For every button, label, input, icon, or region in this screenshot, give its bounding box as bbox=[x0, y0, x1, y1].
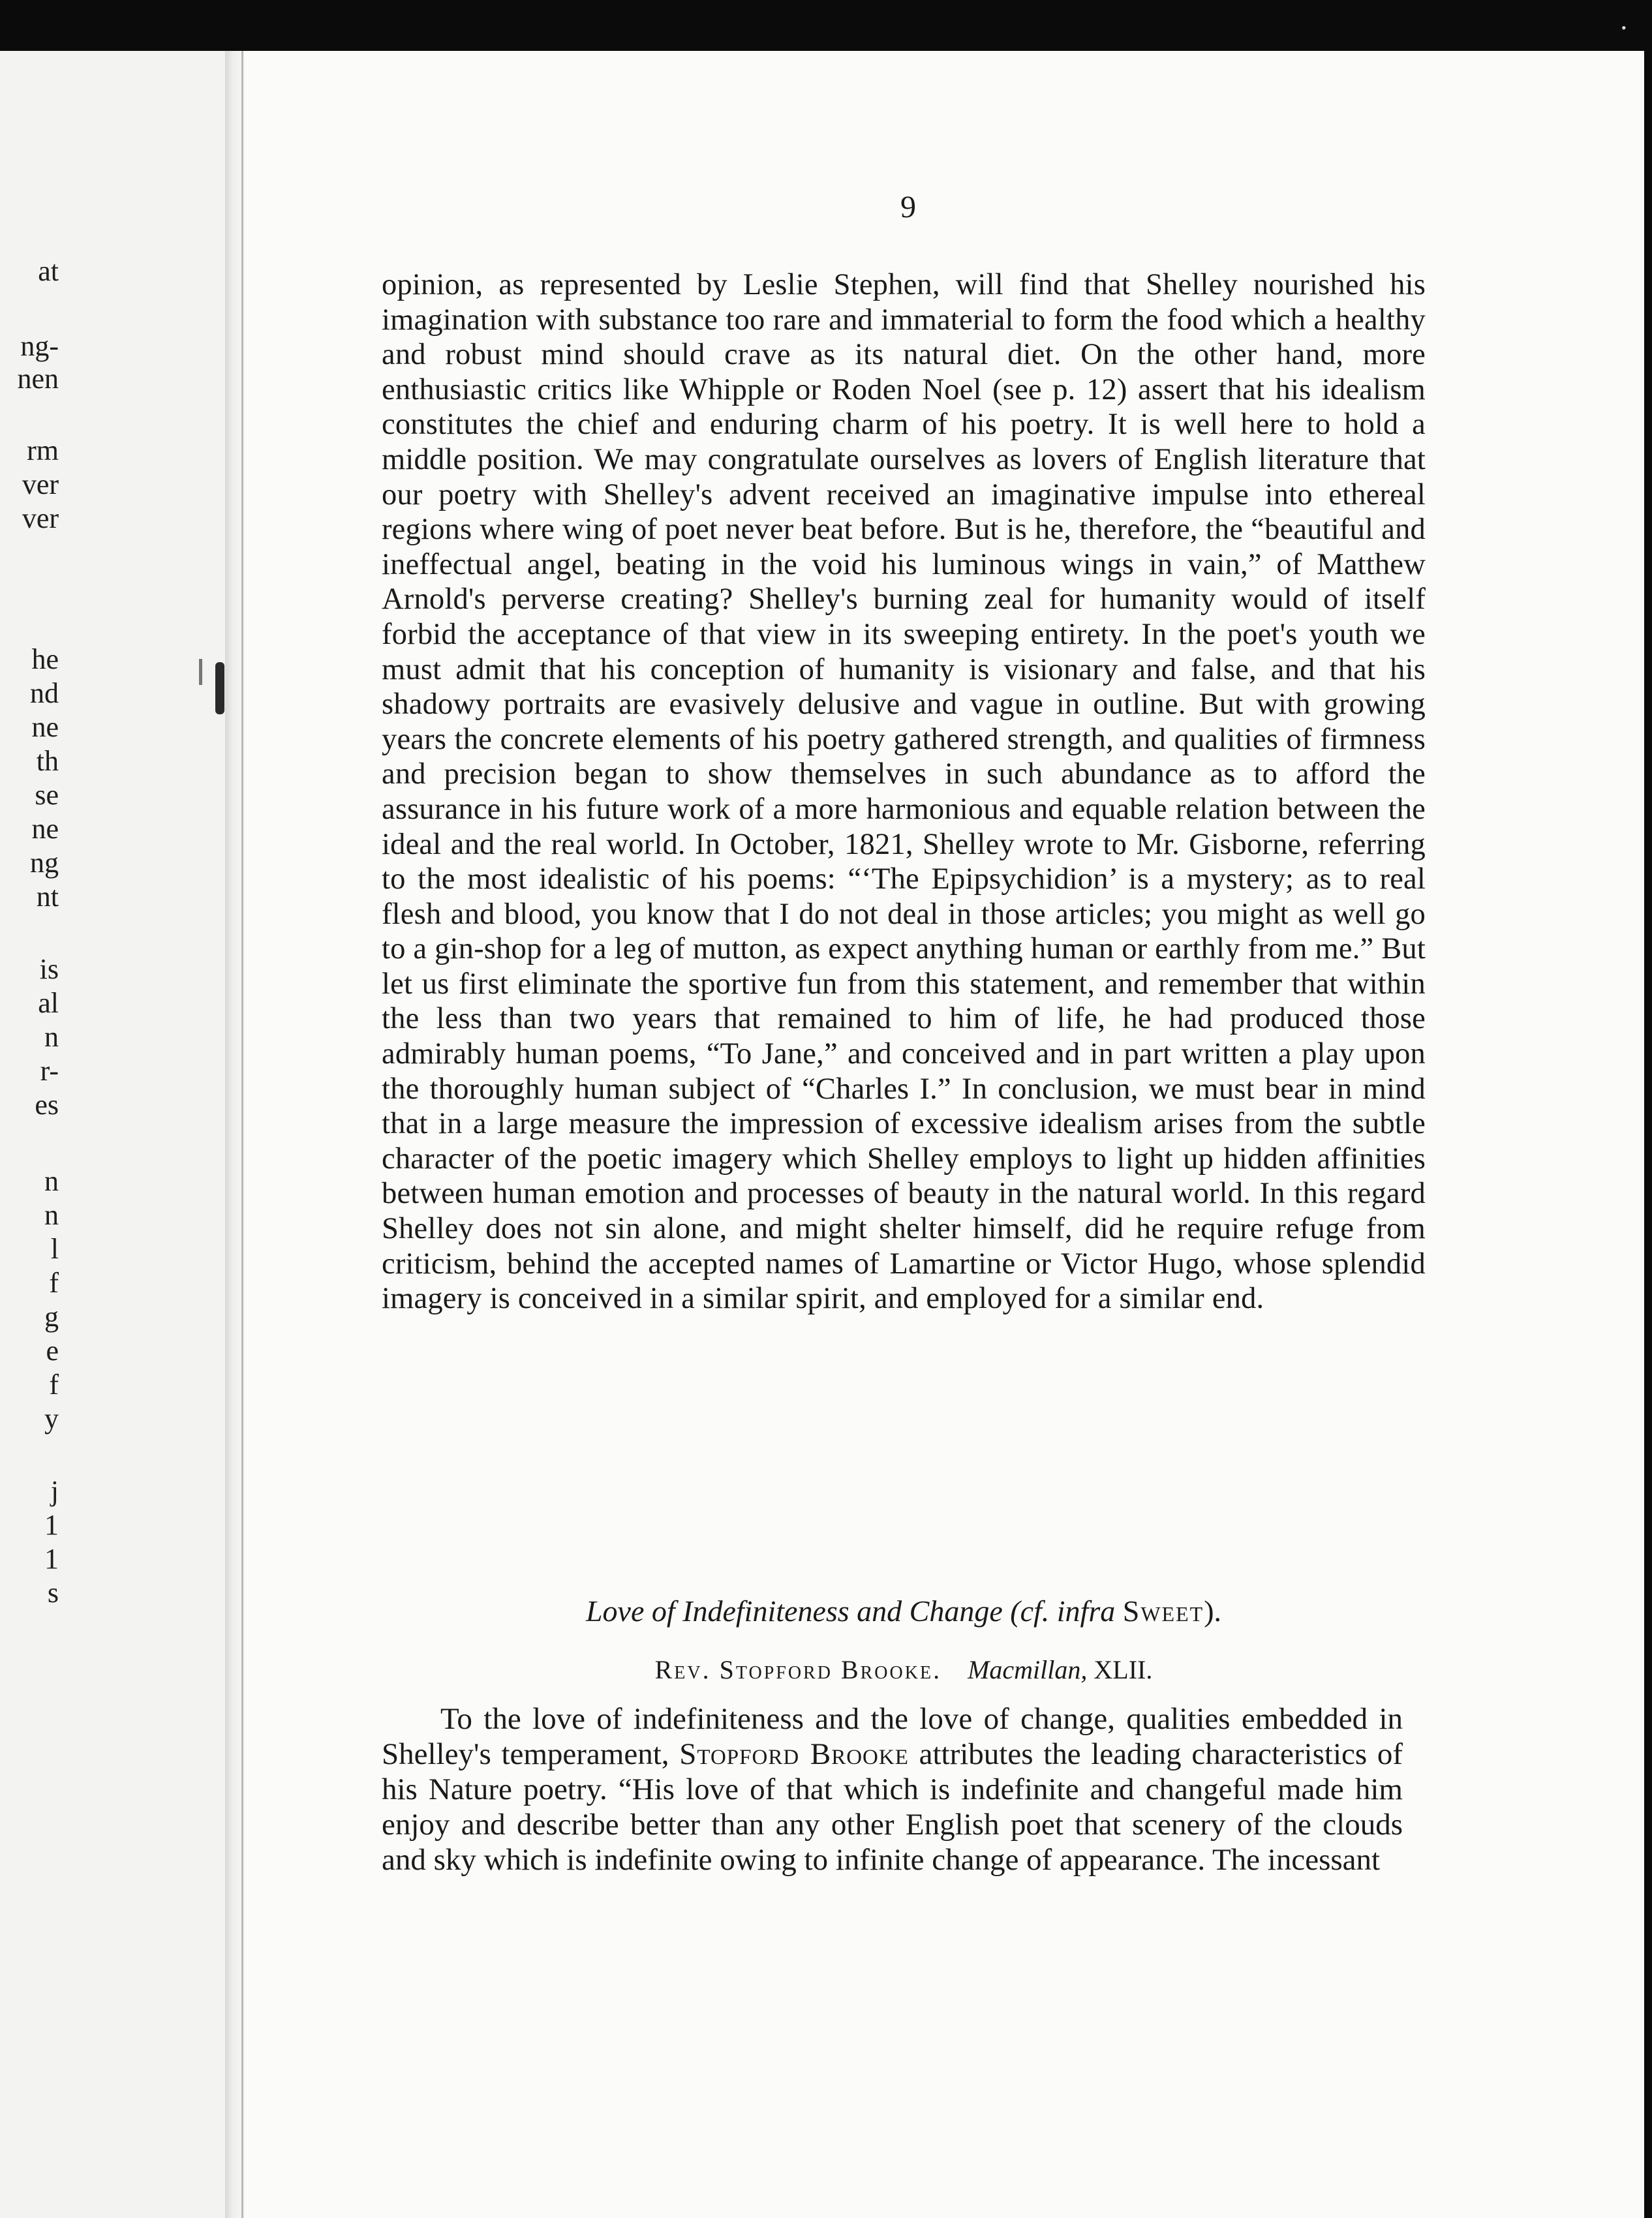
fragment: ver bbox=[22, 468, 59, 500]
fragment: rm bbox=[27, 434, 59, 466]
fragment: is bbox=[39, 953, 59, 985]
fragment: nt bbox=[36, 881, 59, 913]
fragment: n bbox=[44, 1165, 59, 1197]
fragment: nen bbox=[17, 363, 59, 395]
fragment: e bbox=[46, 1335, 59, 1367]
section-heading-reference: Sweet bbox=[1122, 1594, 1204, 1628]
margin-tick-mark bbox=[199, 659, 202, 685]
citation-byline bbox=[382, 1654, 1426, 1686]
gutter-shadow-line bbox=[241, 51, 243, 2218]
fragment: f bbox=[49, 1369, 59, 1401]
fragment: 1 bbox=[44, 1543, 59, 1575]
citation-source: Macmillan, bbox=[968, 1655, 1088, 1684]
fragment: nd bbox=[30, 677, 59, 709]
body-paragraph-2 bbox=[382, 1701, 1403, 1877]
fragment: n bbox=[44, 1021, 59, 1053]
fragment: ne bbox=[31, 813, 59, 845]
fragment: ver bbox=[22, 502, 59, 534]
paragraph-2-text-end: attributes the leading characteristics of his Nature poetry. “His love of that which is indefinite and changeful made him enjoy and describe better than any other English poet that scenery of the clouds and sky which is indefinite owing to infinite change of appearance. The incessant bbox=[382, 1737, 1403, 1877]
fragment: th bbox=[36, 745, 59, 777]
fragment: n bbox=[44, 1199, 59, 1231]
fragment: g bbox=[44, 1301, 59, 1333]
citation-number: XLII. bbox=[1094, 1655, 1153, 1684]
corner-speck: • bbox=[1621, 20, 1627, 36]
fragment: se bbox=[35, 779, 59, 811]
fragment: ne bbox=[31, 711, 59, 743]
fragment: j bbox=[50, 1475, 59, 1507]
fragment: at bbox=[38, 255, 59, 287]
fragment: f bbox=[49, 1267, 59, 1299]
citation-author: Rev. Stopford Brooke. bbox=[654, 1655, 942, 1684]
section-heading-title: Love of Indefiniteness and Change (cf. infra bbox=[585, 1594, 1116, 1628]
margin-ink-mark bbox=[215, 662, 224, 714]
fragment: he bbox=[31, 643, 59, 675]
body-paragraph: opinion, as represented by Leslie Stephen, will find that Shelley nourished his imagination with substance too rare and immaterial to form the food which a healthy and robust mind should crave as its natural diet. On the other hand, more enthusiastic critics like Whipple or Roden Noel (see p. 12) assert that his idealism constitutes the chief and enduring charm of his poetry. It is well here to hold a middle position. We may congratulate ourselves as lovers of English literature that our poetry with Shelley's advent received an imaginative impulse into ethereal regions where wing of poet never beat before. But is he, therefore, the “beautiful and ineffectual angel, beating in the void his luminous wings in vain,” of Matthew Arnold's perverse creating? Shelley's burning zeal for humanity would of itself forbid the acceptance of that view in its sweeping entirety. In the poet's youth we must admit that his conception of humanity is visionary and false, and that his shadowy portraits are evasively delusive and vague in outline. But with growing years the concrete elements of his poetry gathered strength, and qualities of firmness and precision began to show themselves in such abundance as to afford the assurance in his future work of a more harmonious and equable relation between the ideal and the real world. In October, 1821, Shelley wrote to Mr. Gisborne, referring to the most idealistic of his poems: “‘The Epipsychidion’ is a mystery; as to real flesh and blood, you know that I do not deal in those articles; you might as well go to a gin-shop for a leg of mutton, as expect anything human or earthly from me.” But let us first eliminate the sportive fun from this statement, and remember that within the less than two years that remained to him of life, he had produced those admirably human poems, “To Jane,” and conceived and in part written a play upon the thoroughly human subject of “Charles I.” In conclusion, we must bear in mind that in a large measure the impression of excessive idealism arises from the subtle character of the poetic imagery which Shelley employs to light up hidden affinities between human emotion and processes of beauty in the natural world. In this regard Shelley does not sin alone, and might shelter himself, did he require refuge from criticism, behind the accepted names of Lamartine or Victor Hugo, whose splendid imagery is conceived in a similar spirit, and employed for a similar end. bbox=[382, 268, 1426, 1316]
paragraph-2-author-name: Stopford Brooke bbox=[679, 1737, 909, 1771]
fragment: ng bbox=[30, 847, 59, 879]
fragment: y bbox=[44, 1403, 59, 1435]
fragment: 1 bbox=[44, 1509, 59, 1541]
right-scan-border bbox=[1644, 51, 1652, 2218]
fragment: al bbox=[38, 987, 59, 1019]
fragment: r- bbox=[40, 1055, 59, 1087]
fragment: l bbox=[50, 1233, 59, 1265]
fragment: ng- bbox=[20, 330, 59, 362]
fragment: es bbox=[35, 1089, 59, 1121]
fragment: s bbox=[47, 1577, 59, 1609]
paragraph-2-text-start: To the love of indefiniteness and the love of change, qualities embedded in Shelley's temperament, bbox=[382, 1702, 1403, 1771]
page-number: 9 bbox=[900, 190, 916, 224]
section-heading bbox=[382, 1593, 1426, 1630]
section-heading-close: ). bbox=[1204, 1594, 1222, 1628]
